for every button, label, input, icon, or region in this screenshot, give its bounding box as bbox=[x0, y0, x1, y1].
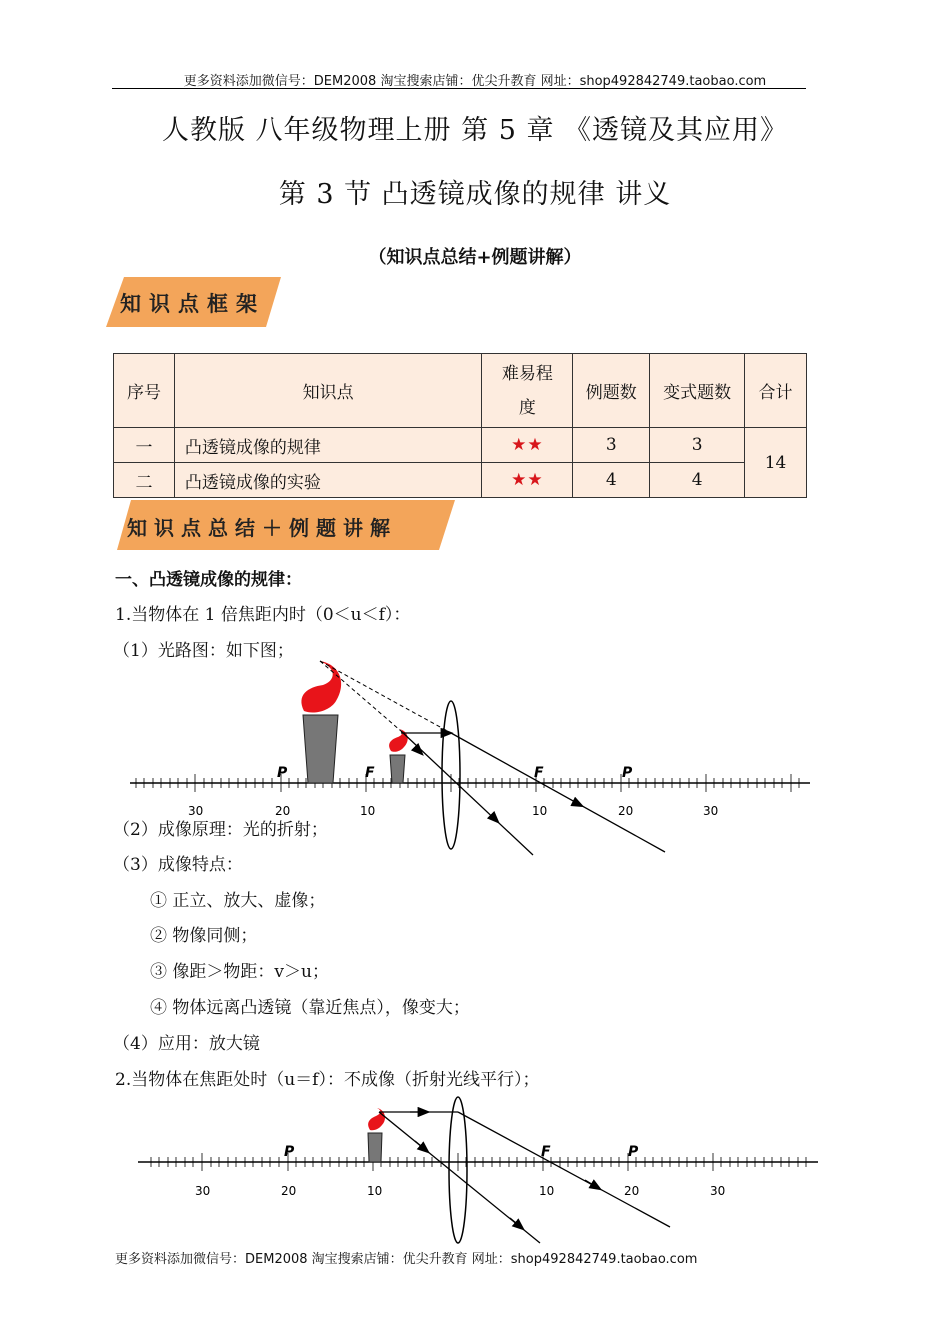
ray-arrow bbox=[415, 1141, 428, 1152]
text-line: ③ 像距＞物距：v＞u； bbox=[150, 962, 329, 982]
section-title: 第 3 节 凸透镜成像的规律 讲义 bbox=[278, 179, 672, 210]
tick-label: 30 bbox=[710, 1184, 726, 1198]
ray-arrow bbox=[420, 752, 422, 754]
banner-knowledge-framework bbox=[106, 277, 281, 327]
col-header: 知识点 bbox=[174, 354, 481, 428]
col-header bbox=[482, 354, 573, 428]
banner-text: 知识点框架 bbox=[120, 291, 265, 316]
tick-label: 10 bbox=[360, 804, 376, 818]
light-ray bbox=[401, 731, 533, 855]
cell-examples: 3 bbox=[573, 428, 650, 463]
cell-variants: 3 bbox=[650, 428, 745, 463]
doc-subtitle: （知识点总结+例题讲解） bbox=[368, 247, 582, 268]
star-rating: ★★ bbox=[511, 435, 544, 455]
text-line: （2）成像原理：光的折射； bbox=[113, 820, 328, 840]
cell-total: 14 bbox=[745, 428, 807, 498]
point-label-f: F bbox=[534, 765, 544, 781]
table-row bbox=[114, 428, 807, 463]
cell-variants: 4 bbox=[650, 463, 745, 498]
ray-arrow bbox=[510, 1218, 523, 1229]
object-candle bbox=[368, 1108, 385, 1162]
tick-label: 30 bbox=[195, 1184, 211, 1198]
item-heading: 2.当物体在焦距处时（u＝f）：不成像（折射光线平行）； bbox=[115, 1070, 540, 1090]
doc-title: 人教版 八年级物理上册 第 5 章 《透镜及其应用》 bbox=[161, 115, 789, 146]
tick-label: 10 bbox=[539, 1184, 555, 1198]
banner-summary-examples bbox=[117, 500, 455, 550]
point-label-p: P bbox=[277, 765, 288, 781]
tick-label: 20 bbox=[624, 1184, 640, 1198]
text-line: ④ 物体远离凸透镜（靠近焦点），像变大； bbox=[150, 998, 470, 1018]
tick-label: 30 bbox=[703, 804, 719, 818]
text-line: （4）应用：放大镜 bbox=[113, 1034, 260, 1054]
item-heading: 1.当物体在 1 倍焦距内时（0＜u＜f）： bbox=[115, 605, 411, 625]
cell-no: 二 bbox=[114, 463, 175, 498]
col-header: 序号 bbox=[114, 354, 175, 428]
section-heading: 一、凸透镜成像的规律： bbox=[115, 570, 302, 590]
tick-label: 20 bbox=[618, 804, 634, 818]
ray-arrow bbox=[580, 805, 582, 806]
cell-difficulty bbox=[482, 428, 573, 463]
light-ray bbox=[458, 1112, 670, 1227]
knowledge-table bbox=[113, 353, 807, 498]
col-header: 变式题数 bbox=[650, 354, 745, 428]
virtual-ray bbox=[320, 661, 451, 733]
point-label-f: F bbox=[365, 765, 375, 781]
text-line: ① 正立、放大、虚像； bbox=[150, 891, 326, 911]
object-candle bbox=[389, 729, 408, 783]
point-label-p: P bbox=[628, 1144, 639, 1160]
col-header: 合计 bbox=[745, 354, 807, 428]
virtual-image-candle bbox=[301, 661, 341, 783]
col-header-text: 难易程 度 bbox=[501, 363, 553, 418]
page-header: 更多资料添加微信号：DEM2008 淘宝搜索店铺：优尖升教育 网址：shop492842749.taobao.com bbox=[183, 74, 767, 89]
tick-label: 10 bbox=[367, 1184, 383, 1198]
cell-topic: 凸透镜成像的实验 bbox=[174, 463, 481, 498]
tick-label: 20 bbox=[275, 804, 291, 818]
point-label-f: F bbox=[541, 1144, 551, 1160]
text-line: （1）光路图：如下图； bbox=[113, 641, 294, 661]
tick-label: 20 bbox=[281, 1184, 297, 1198]
text-line: （3）成像特点： bbox=[113, 855, 243, 875]
banner-text: 知识点总结＋例题讲解 bbox=[127, 516, 397, 540]
cell-topic: 凸透镜成像的规律 bbox=[174, 428, 481, 463]
table-row bbox=[114, 463, 807, 498]
light-ray bbox=[451, 733, 665, 852]
star-rating: ★★ bbox=[511, 470, 544, 490]
header-divider bbox=[112, 88, 806, 89]
point-label-p: P bbox=[622, 765, 633, 781]
cell-examples: 4 bbox=[573, 463, 650, 498]
tick-label: 30 bbox=[188, 804, 204, 818]
table-header-row bbox=[114, 354, 807, 428]
ray-arrow bbox=[496, 820, 498, 822]
cell-difficulty bbox=[482, 463, 573, 498]
diagram-no-image bbox=[130, 1095, 830, 1245]
col-header: 例题数 bbox=[573, 354, 650, 428]
page-footer: 更多资料添加微信号：DEM2008 淘宝搜索店铺：优尖升教育 网址：shop492842749.taobao.com bbox=[115, 1252, 698, 1267]
text-line: ② 物像同侧； bbox=[150, 926, 258, 946]
tick-label: 10 bbox=[532, 804, 548, 818]
point-label-p: P bbox=[284, 1144, 295, 1160]
ray-arrow bbox=[585, 1180, 600, 1189]
cell-no: 一 bbox=[114, 428, 175, 463]
